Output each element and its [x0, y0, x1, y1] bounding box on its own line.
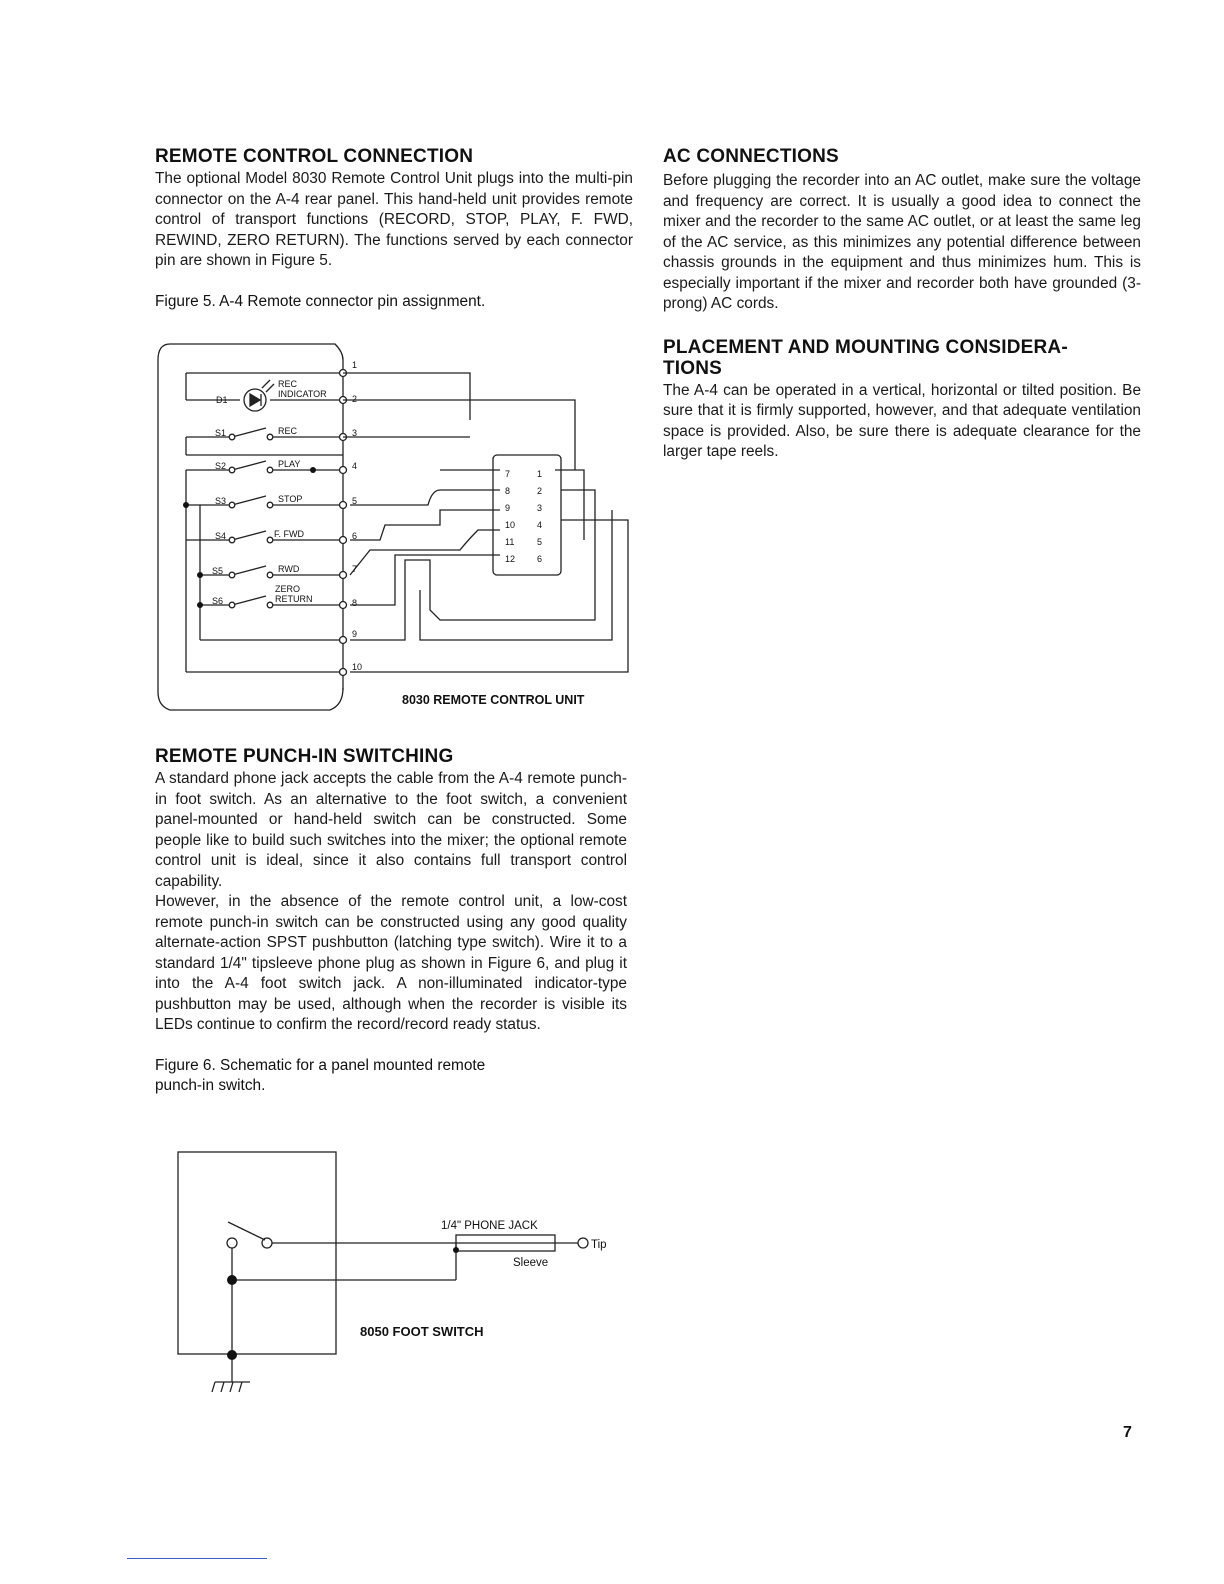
- ac-heading: AC CONNECTIONS: [663, 146, 839, 167]
- figure6-caption-2: punch-in switch.: [155, 1077, 266, 1094]
- pin-8: 8: [352, 598, 358, 608]
- s3-func: STOP: [278, 494, 303, 504]
- pin-7: 7: [352, 564, 358, 574]
- punch-in-heading: REMOTE PUNCH-IN SWITCHING: [155, 746, 454, 767]
- conn-left-9: 9: [505, 503, 511, 513]
- conn-left-11: 11: [505, 537, 515, 547]
- tip-label: Tip: [591, 1239, 607, 1251]
- punch-in-section: [155, 746, 627, 1097]
- s5-label: S5: [212, 566, 224, 576]
- remote-control-body: The optional Model 8030 Remote Control Unit plugs into the multi-pin connector on the A-4 rear panel. This hand-held unit provides remote control of transport functions (RECORD, STOP, PLAY, F. FWD, REWIND, ZERO RETURN). The functions served by each connector pin are shown in Figure 5.: [155, 170, 633, 269]
- conn-right-5: 5: [537, 537, 543, 547]
- pin-4: 4: [352, 461, 358, 471]
- rec-indicator-label-2: INDICATOR: [278, 389, 327, 399]
- conn-left-12: 12: [505, 554, 516, 564]
- figure5-caption: Figure 5. A-4 Remote connector pin assignment.: [155, 292, 486, 310]
- sleeve-label: Sleeve: [513, 1257, 549, 1269]
- placement-heading-2: TIONS: [663, 357, 723, 379]
- figure6-caption-1: Figure 6. Schematic for a panel mounted remote: [155, 1056, 486, 1074]
- s3-label: S3: [215, 496, 227, 506]
- footer-rule: [127, 1558, 267, 1559]
- conn-right-6: 6: [537, 554, 543, 564]
- s4-label: S4: [215, 531, 227, 541]
- conn-left-8: 8: [505, 486, 511, 496]
- conn-right-3: 3: [537, 503, 543, 513]
- pin-5: 5: [352, 496, 358, 506]
- pin-9: 9: [352, 629, 358, 639]
- d1-label: D1: [216, 395, 228, 405]
- figure6-schematic: [170, 1145, 620, 1410]
- pin-10: 10: [352, 662, 363, 672]
- s6-func-2: RETURN: [275, 594, 313, 604]
- s5-func: RWD: [278, 564, 300, 574]
- s6-label: S6: [212, 596, 224, 606]
- ac-body: Before plugging the recorder into an AC outlet, make sure the voltage and frequency are correct. It is usually a good idea to connect the mixer and the recorder to the same AC outlet, or at least the same leg of the AC service, as this minimizes any potential difference between chassis grounds in the equipment and thus minimizes hum. This is especially important if the mixer and recorder both have grounded (3-prong) AC cords.: [663, 172, 1141, 312]
- s1-label: S1: [215, 428, 227, 438]
- rec-indicator-label-1: REC: [278, 379, 298, 389]
- pin-1: 1: [352, 360, 358, 370]
- conn-right-4: 4: [537, 520, 543, 530]
- figure5-unit-label: 8030 REMOTE CONTROL UNIT: [402, 693, 585, 707]
- s2-func: PLAY: [278, 459, 301, 469]
- pin-3: 3: [352, 428, 358, 438]
- figure5-schematic: [150, 338, 640, 718]
- placement-body: The A-4 can be operated in a vertical, horizontal or tilted position. Be sure that it is firmly supported, however, and that adequate ventilation space is provided. Also, be sure there is adequate clearance for the larger tape reels.: [663, 381, 1141, 460]
- punch-in-body-1: A standard phone jack accepts the cable from the A-4 remote punch-in foot switch. As an alternative to the foot switch, a convenient panel-mounted or hand-held switch can be constructed. Some people like to build such switches into the mixer; the optional remote control unit is ideal, since it also contains full transport control capability.: [155, 770, 627, 890]
- phone-jack-label: 1/4" PHONE JACK: [441, 1220, 538, 1232]
- s1-func: REC: [278, 426, 298, 436]
- pin-2: 2: [352, 394, 358, 404]
- remote-control-heading: REMOTE CONTROL CONNECTION: [155, 146, 474, 167]
- conn-right-1: 1: [537, 469, 543, 479]
- conn-right-2: 2: [537, 486, 543, 496]
- s4-func: F. FWD: [274, 529, 304, 539]
- s2-label: S2: [215, 461, 227, 471]
- pin-6: 6: [352, 531, 358, 541]
- foot-switch-label: 8050 FOOT SWITCH: [360, 1324, 484, 1339]
- conn-left-10: 10: [505, 520, 516, 530]
- punch-in-body-2: However, in the absence of the remote control unit, a low-cost remote punch-in switch can be constructed using any good quality alternate-action SPST pushbutton (latching type switch). Wire it to a standard 1/4" tipsleeve phone plug as shown in Figure 6, and plug it into the A-4 foot switch jack. A non-illuminated indicator-type pushbutton may be used, although when the recorder is visible its LEDs continue to confirm the record/record ready status.: [155, 893, 627, 1033]
- conn-left-7: 7: [505, 469, 511, 479]
- placement-heading-1: PLACEMENT AND MOUNTING CONSIDERA-: [663, 336, 1068, 358]
- left-column: [155, 146, 633, 312]
- s6-func-1: ZERO: [275, 584, 301, 594]
- page-number: 7: [1123, 1424, 1132, 1441]
- right-column: [663, 146, 1141, 463]
